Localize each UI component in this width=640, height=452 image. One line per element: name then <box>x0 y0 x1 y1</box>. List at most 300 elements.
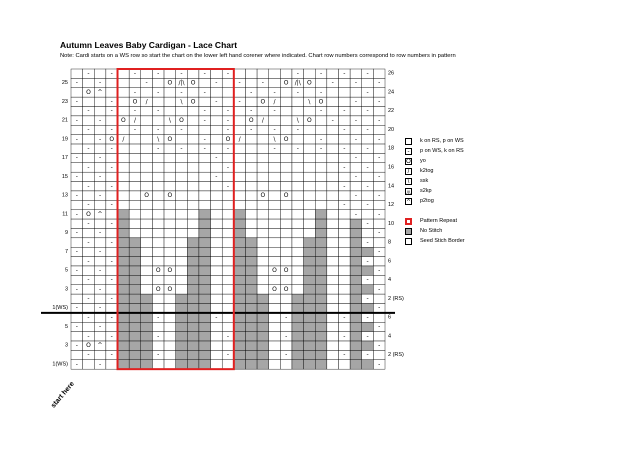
stitch-symbol: - <box>75 154 78 162</box>
chart-cell <box>234 182 246 191</box>
chart-cell <box>176 228 188 237</box>
chart-cell <box>176 200 188 209</box>
chart-cell <box>245 153 257 162</box>
no-stitch-cell <box>234 322 246 331</box>
chart-cell <box>199 182 211 191</box>
stitch-symbol: - <box>87 163 90 171</box>
legend-label: Pattern Repeat <box>420 218 457 224</box>
chart-cell <box>187 182 199 191</box>
chart-cell <box>187 153 199 162</box>
stitch-symbol: - <box>354 192 358 200</box>
chart-cell <box>71 332 83 341</box>
stitch-symbol: - <box>343 332 346 340</box>
stitch-symbol: - <box>215 173 218 181</box>
chart-cell <box>292 257 304 266</box>
chart-cell <box>338 153 350 162</box>
no-stitch-cell <box>118 219 130 228</box>
chart-cell <box>373 144 385 153</box>
chart-cell <box>280 107 292 116</box>
no-stitch-cell <box>118 228 130 237</box>
chart-cell <box>269 304 281 313</box>
stitch-symbol: - <box>87 182 90 190</box>
chart-cell <box>327 350 339 359</box>
chart-cell <box>234 200 246 209</box>
stitch-symbol: - <box>378 98 381 106</box>
no-stitch-cell <box>257 360 269 369</box>
stitch-symbol: - <box>157 126 160 134</box>
no-stitch-cell <box>199 228 211 237</box>
no-stitch-cell <box>118 304 130 313</box>
no-stitch-cell <box>257 332 269 341</box>
no-stitch-cell <box>257 341 269 350</box>
chart-cell <box>187 125 199 134</box>
chart-cell <box>315 153 327 162</box>
chart-cell <box>187 172 199 181</box>
chart-cell <box>141 210 153 219</box>
chart-cell <box>71 257 83 266</box>
chart-cell <box>280 294 292 303</box>
stitch-symbol: - <box>378 342 381 350</box>
no-stitch-cell <box>234 350 246 359</box>
no-stitch-cell <box>234 257 246 266</box>
stitch-symbol: - <box>203 88 206 96</box>
no-stitch-cell <box>199 257 211 266</box>
no-stitch-cell <box>187 332 199 341</box>
chart-cell <box>269 275 281 284</box>
chart-cell <box>83 304 95 313</box>
chart-cell <box>280 153 292 162</box>
stitch-symbol: - <box>180 126 183 134</box>
stitch-symbol: - <box>87 332 90 340</box>
no-stitch-cell <box>199 247 211 256</box>
stitch-symbol: O <box>307 117 312 125</box>
chart-cell <box>315 78 327 87</box>
no-stitch-cell <box>304 350 316 359</box>
stitch-symbol: - <box>133 88 137 96</box>
no-stitch-cell <box>315 313 327 322</box>
stitch-symbol: - <box>226 332 230 340</box>
no-stitch-cell <box>129 275 141 284</box>
stitch-symbol: - <box>87 351 90 359</box>
chart-cell <box>257 125 269 134</box>
stitch-symbol: - <box>157 88 160 96</box>
chart-cell <box>164 275 176 284</box>
no-stitch-cell <box>362 304 374 313</box>
stitch-symbol: - <box>98 173 102 181</box>
chart-cell <box>164 341 176 350</box>
stitch-symbol: O <box>260 192 266 200</box>
chart-cell <box>280 304 292 313</box>
chart-cell <box>362 135 374 144</box>
chart-cell <box>362 78 374 87</box>
no-stitch-cell <box>129 313 141 322</box>
stitch-symbol: - <box>110 314 113 322</box>
chart-cell <box>164 360 176 369</box>
chart-cell <box>83 266 95 275</box>
stitch-symbol: - <box>343 163 346 171</box>
chart-cell <box>106 116 118 125</box>
chart-cell <box>234 153 246 162</box>
no-stitch-cell <box>245 247 257 256</box>
stitch-symbol: - <box>87 314 90 322</box>
stitch-symbol: - <box>110 70 113 78</box>
chart-cell <box>280 200 292 209</box>
chart-cell <box>176 266 188 275</box>
chart-cell <box>141 182 153 191</box>
chart-cell <box>164 247 176 256</box>
stitch-symbol: - <box>250 126 253 134</box>
stitch-symbol: - <box>238 98 241 106</box>
no-stitch-cell <box>118 247 130 256</box>
chart-cell <box>338 322 350 331</box>
chart-cell <box>327 125 339 134</box>
chart-cell <box>83 172 95 181</box>
chart-cell <box>292 182 304 191</box>
chart-cell <box>338 257 350 266</box>
chart-cell <box>106 153 118 162</box>
stitch-symbol: - <box>378 267 381 275</box>
chart-cell <box>257 285 269 294</box>
no-stitch-cell <box>304 360 316 369</box>
stitch-symbol: - <box>250 88 253 96</box>
chart-cell <box>164 97 176 106</box>
stitch-symbol: - <box>366 88 369 96</box>
stitch-symbol: - <box>133 70 137 78</box>
stitch-symbol: - <box>273 126 276 134</box>
chart-cell <box>118 172 130 181</box>
legend-item-no-stitch <box>405 226 465 236</box>
chart-cell <box>176 238 188 247</box>
chart-cell <box>164 238 176 247</box>
stitch-symbol: - <box>75 304 78 312</box>
chart-cell <box>304 144 316 153</box>
no-stitch-cell <box>187 247 199 256</box>
chart-cell <box>141 266 153 275</box>
chart-cell <box>83 247 95 256</box>
chart-cell <box>141 125 153 134</box>
chart-cell <box>327 304 339 313</box>
chart-cell <box>152 238 164 247</box>
chart-cell <box>269 116 281 125</box>
chart-cell <box>118 69 130 78</box>
stitch-symbol: - <box>133 126 137 134</box>
stitch-symbol: O <box>86 88 91 96</box>
stitch-symbol: O <box>167 79 173 87</box>
chart-cell <box>304 88 316 97</box>
no-stitch-cell <box>176 294 188 303</box>
no-stitch-cell <box>141 341 153 350</box>
chart-cell <box>211 285 223 294</box>
chart-cell <box>327 322 339 331</box>
stitch-symbol: - <box>226 107 230 115</box>
chart-cell <box>187 135 199 144</box>
chart-cell <box>327 135 339 144</box>
chart-cell <box>350 182 362 191</box>
stitch-symbol: - <box>226 145 230 153</box>
chart-cell <box>152 182 164 191</box>
chart-cell <box>83 322 95 331</box>
chart-cell <box>304 135 316 144</box>
chart-cell <box>118 88 130 97</box>
chart-cell <box>222 172 234 181</box>
chart-cell <box>141 88 153 97</box>
chart-cell <box>234 191 246 200</box>
chart-cell <box>222 322 234 331</box>
chart-cell <box>106 78 118 87</box>
chart-cell <box>222 191 234 200</box>
chart-cell <box>164 125 176 134</box>
chart-cell <box>211 360 223 369</box>
no-stitch-cell <box>292 304 304 313</box>
no-stitch-cell <box>234 210 246 219</box>
no-stitch-cell <box>129 247 141 256</box>
no-stitch-cell <box>129 332 141 341</box>
right-row-number: 2 (RS) <box>388 295 404 302</box>
legend-no-stitch-swatch <box>405 228 412 235</box>
chart-cell <box>164 322 176 331</box>
no-stitch-cell <box>304 257 316 266</box>
stitch-symbol: O <box>120 117 126 125</box>
chart-cell <box>373 163 385 172</box>
no-stitch-cell <box>141 313 153 322</box>
chart-cell <box>222 360 234 369</box>
stitch-symbol: ^ <box>97 88 103 96</box>
legend-label: k on RS, p on WS <box>420 138 464 144</box>
chart-cell <box>211 247 223 256</box>
stitch-symbol: - <box>110 295 113 303</box>
chart-cell <box>164 88 176 97</box>
stitch-symbol: O <box>167 192 173 200</box>
stitch-symbol: - <box>285 332 288 340</box>
chart-cell <box>94 144 106 153</box>
stitch-symbol: O <box>272 267 277 275</box>
chart-cell <box>269 350 281 359</box>
no-stitch-cell <box>350 294 362 303</box>
chart-cell <box>222 200 234 209</box>
chart-cell <box>211 163 223 172</box>
stitch-symbol: - <box>378 210 381 218</box>
chart-cell <box>211 69 223 78</box>
no-stitch-cell <box>304 294 316 303</box>
stitch-symbol: - <box>226 182 230 190</box>
chart-cell <box>257 69 269 78</box>
stitch-symbol: - <box>366 220 369 228</box>
no-stitch-cell <box>315 257 327 266</box>
chart-cell <box>292 172 304 181</box>
legend-label: ssk <box>420 178 429 184</box>
no-stitch-cell <box>362 266 374 275</box>
chart-cell <box>327 88 339 97</box>
chart-cell <box>94 219 106 228</box>
stitch-symbol: - <box>319 107 323 115</box>
chart-cell <box>118 97 130 106</box>
stitch-symbol: - <box>378 154 381 162</box>
stitch-symbol: ^ <box>97 210 103 218</box>
chart-cell <box>350 107 362 116</box>
no-stitch-cell <box>199 322 211 331</box>
chart-cell <box>338 247 350 256</box>
stitch-symbol: - <box>226 163 230 171</box>
chart-cell <box>327 153 339 162</box>
no-stitch-cell <box>315 294 327 303</box>
stitch-symbol: - <box>110 239 113 247</box>
chart-cell <box>292 200 304 209</box>
chart-cell <box>211 182 223 191</box>
no-stitch-cell <box>304 322 316 331</box>
chart-cell <box>211 304 223 313</box>
chart-cell <box>211 238 223 247</box>
chart-cell <box>118 125 130 134</box>
chart-cell <box>234 125 246 134</box>
legend-label: p2tog <box>420 198 434 204</box>
chart-cell <box>257 275 269 284</box>
stitch-symbol: - <box>157 314 160 322</box>
chart-cell <box>164 163 176 172</box>
chart-cell <box>176 219 188 228</box>
chart-cell <box>257 200 269 209</box>
stitch-symbol: O <box>167 267 173 275</box>
chart-cell <box>152 257 164 266</box>
stitch-symbol: O <box>318 98 324 106</box>
chart-cell <box>269 172 281 181</box>
no-stitch-cell <box>315 360 327 369</box>
chart-cell <box>211 275 223 284</box>
chart-cell <box>129 191 141 200</box>
no-stitch-cell <box>350 275 362 284</box>
no-stitch-cell <box>350 341 362 350</box>
chart-cell <box>373 313 385 322</box>
no-stitch-cell <box>245 313 257 322</box>
chart-cell <box>118 153 130 162</box>
no-stitch-cell <box>234 247 246 256</box>
chart-cell <box>292 191 304 200</box>
no-stitch-cell <box>118 332 130 341</box>
no-stitch-cell <box>129 238 141 247</box>
chart-cell <box>152 294 164 303</box>
chart-cell <box>257 219 269 228</box>
chart-cell <box>269 257 281 266</box>
chart-cell <box>373 182 385 191</box>
stitch-symbol: - <box>203 70 206 78</box>
chart-cell <box>327 228 339 237</box>
legend-item-pattern-repeat <box>405 216 465 226</box>
right-row-number: 6 <box>388 258 392 265</box>
stitch-symbol: - <box>75 248 78 256</box>
chart-cell <box>257 238 269 247</box>
left-row-number: 7 <box>64 248 68 255</box>
no-stitch-cell <box>129 266 141 275</box>
no-stitch-cell <box>362 247 374 256</box>
start-here-label: start here <box>50 380 76 410</box>
chart-cell <box>373 200 385 209</box>
chart-cell <box>106 88 118 97</box>
chart-cell <box>94 125 106 134</box>
no-stitch-cell <box>199 313 211 322</box>
chart-cell <box>234 172 246 181</box>
stitch-symbol: - <box>110 107 113 115</box>
legend-item-seed-border <box>405 236 465 246</box>
stitch-symbol: - <box>75 192 78 200</box>
chart-cell <box>338 275 350 284</box>
no-stitch-cell <box>350 257 362 266</box>
chart-cell <box>257 135 269 144</box>
chart-cell <box>234 163 246 172</box>
chart-cell <box>164 257 176 266</box>
stitch-symbol: - <box>250 107 253 115</box>
chart-cell <box>94 182 106 191</box>
legend-item-ssk <box>405 176 465 186</box>
legend-label: Seed Stich Border <box>420 238 465 244</box>
chart-cell <box>141 153 153 162</box>
chart-cell <box>187 219 199 228</box>
right-row-number: 10 <box>388 220 395 227</box>
no-stitch-cell <box>129 360 141 369</box>
chart-cell <box>106 322 118 331</box>
chart-cell <box>164 107 176 116</box>
stitch-symbol: O <box>283 267 289 275</box>
chart-cell <box>83 360 95 369</box>
chart-cell <box>129 144 141 153</box>
chart-cell <box>327 294 339 303</box>
chart-cell <box>338 219 350 228</box>
no-stitch-cell <box>118 294 130 303</box>
chart-cell <box>164 350 176 359</box>
no-stitch-cell <box>362 285 374 294</box>
chart-cell <box>257 182 269 191</box>
legend-knit-swatch <box>405 138 412 145</box>
right-row-number: 18 <box>388 145 395 152</box>
chart-cell <box>222 275 234 284</box>
stitch-symbol: O <box>283 285 289 293</box>
stitch-symbol: - <box>354 173 358 181</box>
chart-cell <box>280 163 292 172</box>
chart-cell <box>71 313 83 322</box>
chart-cell <box>176 172 188 181</box>
no-stitch-cell <box>118 210 130 219</box>
chart-cell <box>315 163 327 172</box>
chart-cell <box>71 125 83 134</box>
chart-cell <box>292 228 304 237</box>
stitch-symbol: - <box>215 154 218 162</box>
stitch-symbol: - <box>331 117 334 125</box>
chart-cell <box>187 210 199 219</box>
stitch-symbol: - <box>285 351 288 359</box>
stitch-symbol: - <box>296 126 299 134</box>
chart-cell <box>222 304 234 313</box>
chart-cell <box>304 163 316 172</box>
legend-p2tog-swatch: ^ <box>405 198 412 205</box>
stitch-symbol: - <box>98 323 102 331</box>
chart-cell <box>280 88 292 97</box>
chart-cell <box>327 163 339 172</box>
no-stitch-cell <box>118 341 130 350</box>
no-stitch-cell <box>257 322 269 331</box>
chart-cell <box>373 294 385 303</box>
no-stitch-cell <box>245 322 257 331</box>
chart-cell <box>129 78 141 87</box>
chart-cell <box>350 163 362 172</box>
chart-cell <box>83 97 95 106</box>
stitch-symbol: - <box>87 126 90 134</box>
stitch-symbol: \ <box>273 135 276 143</box>
chart-cell <box>327 97 339 106</box>
chart-cell <box>187 191 199 200</box>
chart-cell <box>257 266 269 275</box>
no-stitch-cell <box>199 285 211 294</box>
stitch-symbol: - <box>366 182 369 190</box>
stitch-symbol: - <box>203 117 206 125</box>
legend-repeat-swatch <box>405 218 412 225</box>
